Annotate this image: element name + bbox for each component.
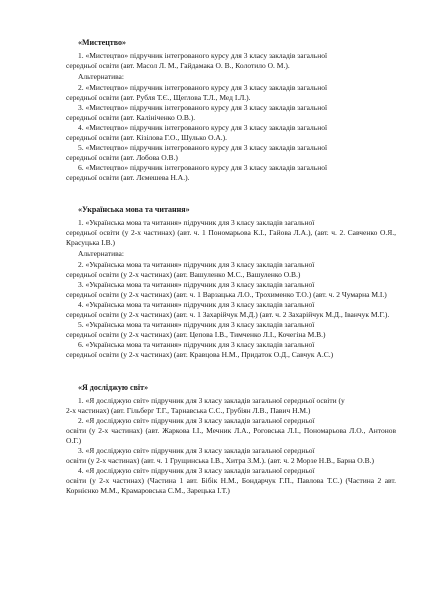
item-first-line: 4. «Мистецтво» підручник інтегрованого курсу для 3 класу закладів загальної	[78, 123, 328, 132]
section	[66, 383, 396, 496]
section-heading: «Українська мова та читання»	[78, 205, 190, 214]
section-heading: «Мистецтво»	[78, 38, 126, 47]
textbook-item	[66, 446, 396, 466]
item-rest-text: середньої освіти (у 2-х частинах) (авт. Вашуленко М.С., Вашуленко О.В.)	[66, 270, 301, 279]
section	[66, 38, 396, 183]
textbook-item	[66, 103, 396, 123]
alternative-label: Альтернатива:	[78, 72, 124, 81]
textbook-item	[66, 300, 396, 320]
item-rest-text: освіти (у 2-х частинах) (авт. Жаркова І.І., Мечник Л.А., Роговська Л.І., Пономарьова Л.О., Антонов О.Г.)	[66, 426, 396, 445]
item-rest-text: середньої освіти (авт. Кізілова Г.О., Шулько О.А.).	[66, 133, 228, 142]
section-heading: «Я досліджую світ»	[78, 383, 149, 392]
item-first-line: 5. «Мистецтво» підручник інтегрованого курсу для 3 класу закладів загальної	[78, 143, 328, 152]
item-first-line: 2. «Українська мова та читання» підручник для 3 класу закладів загальної	[78, 260, 315, 269]
textbook-item	[66, 51, 396, 71]
textbook-item	[66, 123, 396, 143]
item-rest-text: освіти (у 2-х частинах) (Частина 1 авт. Бібік Н.М., Бондарчук Г.П., Павлова Т.С.) (Частина 2 авт. Корнієнко М.М., Крамаровська С.М., Зарецька І.Т.)	[66, 476, 396, 495]
item-rest-text: середньої освіти (у 2-х частинах) (авт. ч. 1 Варзацька Л.О., Трохименко Т.О.) (авт. ч. 2 Чумарна М.І.)	[66, 290, 387, 299]
item-rest-text: середньої освіти (у 2-х частинах) (авт. ч. 1 Пономарьова К.І., Гайова Л.А.), (авт. ч. 2. Савченко О.Я., Красуцька І.В.)	[66, 228, 396, 247]
item-first-line: 2. «Я досліджую світ» підручник для 3 класу закладів загальної середньої	[78, 416, 315, 425]
item-rest-text: середньої освіти (авт. Масол Л. М., Гайдамака О. В., Колотило О. М.).	[66, 61, 290, 70]
textbook-item	[66, 260, 396, 280]
item-first-line: 3. «Я досліджую світ» підручник для 3 класу закладів загальної середньої	[78, 446, 315, 455]
textbook-item	[66, 143, 396, 163]
item-first-line: 1. «Мистецтво» підручник інтегрованого курсу для 3 класу закладів загальної	[78, 51, 328, 60]
textbook-item	[66, 466, 396, 496]
item-first-line: 3. «Українська мова та читання» підручник для 3 класу закладів загальної	[78, 280, 315, 289]
item-rest-text: середньої освіти (авт. Лємешева Н.А.).	[66, 173, 190, 182]
item-rest-text: середньої освіти (авт. Рубля Т.Є., Щеглова Т.Л., Мед І.Л.).	[66, 93, 251, 102]
textbook-item	[66, 320, 396, 340]
textbook-item	[66, 340, 396, 360]
textbook-item	[66, 218, 396, 248]
textbook-item	[66, 83, 396, 103]
alternative-label: Альтернатива:	[78, 249, 124, 258]
document-content	[66, 38, 396, 496]
item-rest-text: освіти (у 2-х частинах) (авт. ч. 1 Грущинська І.В., Хитра З.М.). (авт. ч. 2 Морзе Н.В., Барна О.В.)	[66, 456, 374, 465]
item-rest-text: середньої освіти (авт. Лобова О.В.)	[66, 153, 178, 162]
item-rest-text: середньої освіти (авт. Калініченко О.В.).	[66, 113, 196, 122]
textbook-item	[66, 280, 396, 300]
item-first-line: 6. «Мистецтво» підручник інтегрованого курсу для 3 класу закладів загальної	[78, 163, 328, 172]
item-first-line: 1. «Я досліджую світ» підручник для 3 класу закладів загальної середньої освіти (у	[78, 396, 345, 405]
item-first-line: 6. «Українська мова та читання» підручник для 3 класу закладів загальної	[78, 340, 315, 349]
item-rest-text: середньої освіти (у 2-х частинах) (авт. Кравцова Н.М., Придаток О.Д., Савчук А.С.)	[66, 350, 334, 359]
item-first-line: 2. «Мистецтво» підручник інтегрованого курсу для 3 класу закладів загальної	[78, 83, 328, 92]
item-first-line: 4. «Я досліджую світ» підручник для 3 класу закладів загальної середньої	[78, 466, 315, 475]
textbook-item	[66, 163, 396, 183]
item-first-line: 3. «Мистецтво» підручник інтегрованого курсу для 3 класу закладів загальної	[78, 103, 328, 112]
item-rest-text: середньої освіти (у 2-х частинах) (авт. Цепова І.В., Тимченко Л.І., Кочегіна М.В.)	[66, 330, 326, 339]
item-first-line: 4. «Українська мова та читання» підручник для 3 класу закладів загальної	[78, 300, 315, 309]
textbook-item	[66, 396, 396, 416]
item-first-line: 5. «Українська мова та читання» підручник для 3 класу закладів загальної	[78, 320, 315, 329]
textbook-item	[66, 416, 396, 446]
item-rest-text: середньої освіти (у 2-х частинах) (авт. ч. 1 Захарійчук М.Д.) (авт. ч. 2 Захарійчук М.Д., Іванчук М.Г.).	[66, 310, 390, 319]
item-first-line: 1. «Українська мова та читання» підручник для 3 класу закладів загальної	[78, 218, 315, 227]
section	[66, 205, 396, 360]
item-rest-text: 2-х частинах) (авт. Гільберг Т.Г., Тарнавська С.С., Грубіян Л.В., Павич Н.М.)	[66, 406, 311, 415]
